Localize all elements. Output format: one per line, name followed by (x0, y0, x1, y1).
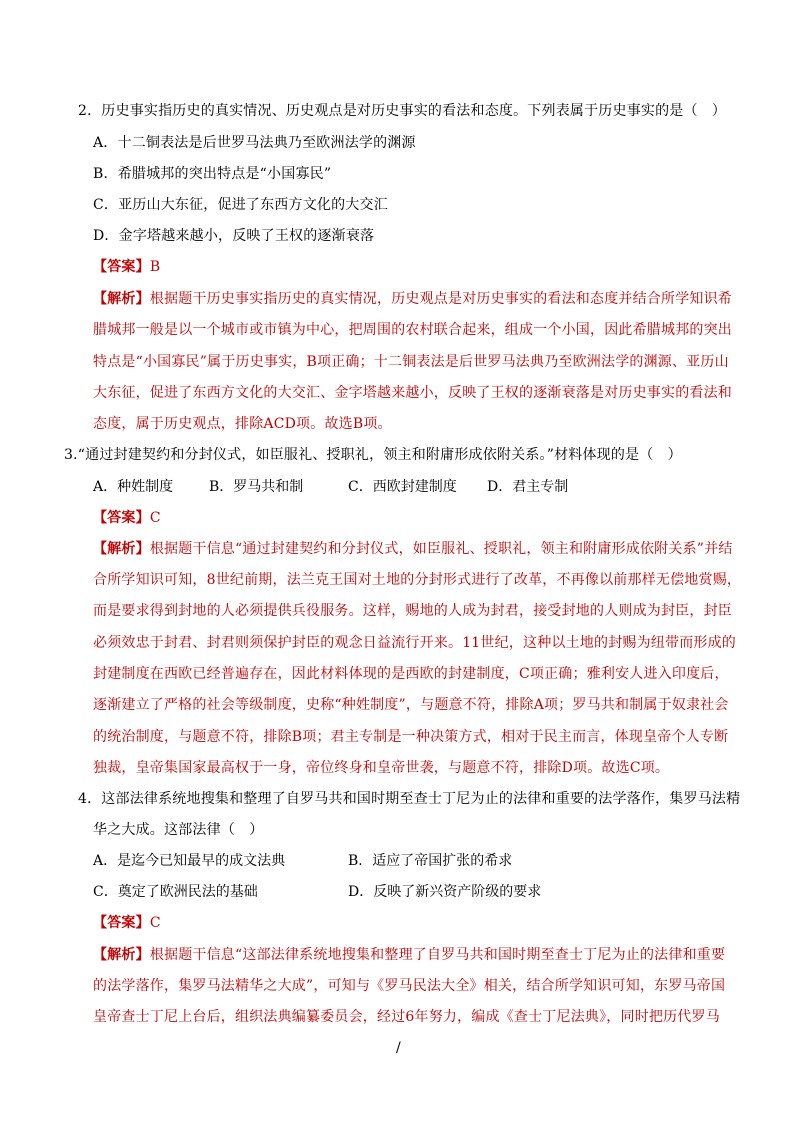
analysis-line: 特点是“小国寡民”属于历史事实，B项正确；十二铜表法是后世罗马法典乃至欧洲法学的渊源、亚历山 (93, 354, 729, 370)
analysis-line: 根据题干信息“这部法律系统地搜集和整理了自罗马共和国时期至查士丁尼为止的法律和重要 (149, 947, 726, 963)
analysis-line: 大东征，促进了东西方文化的大交汇、金字塔越来越小，反映了王权的逐渐衰落是对历史事实的看法和 (93, 385, 732, 401)
question-2-analysis (93, 289, 732, 309)
analysis-line: 的法学落作，集罗马法精华之大成”，可知与《罗马民法大全》相关，结合所学知识可知，东罗马帝国 (93, 978, 726, 994)
analysis-label: 【解析】 (93, 541, 150, 557)
answer-value: B (149, 259, 161, 275)
question-2-option-d: D．金字塔越来越小，反映了王权的逐渐衰落 (93, 228, 375, 244)
analysis-line: 而是要求得到封地的人必须提供兵役服务。这样，赐地的人成为封君，接受封地的人则成为封臣，封臣 (93, 603, 732, 619)
question-2-option-b: B．希腊城邦的突出特点是“小国寡民” (93, 166, 332, 182)
question-4-option-a: A．是迄今已知最早的成文法典 (93, 853, 286, 869)
page-number: / (396, 1040, 401, 1056)
question-2-option-c: C．亚历山大东征，促进了东西方文化的大交汇 (93, 197, 388, 213)
question-4-option-b: B．适应了帝国扩张的希求 (348, 853, 513, 869)
question-4-analysis (93, 945, 725, 965)
question-2-option-a: A．十二铜表法是后世罗马法典乃至欧洲法学的渊源 (93, 135, 416, 151)
answer-value: C (149, 915, 161, 931)
question-2-stem: 2．历史事实指历史的真实情况、历史观点是对历史事实的看法和态度。下列表属于历史事实的是（ ） (78, 103, 727, 119)
question-3-analysis (93, 539, 733, 559)
analysis-line: 根据题干历史事实指历史的真实情况，历史观点是对历史事实的看法和态度并结合所学知识希 (149, 291, 733, 307)
analysis-line: 腊城邦一般是以一个城市或市镇为中心，把周围的农村联合起来，组成一个小国，因此希腊城邦的突出 (93, 322, 732, 338)
analysis-line: 态度，属于历史观点，排除ACD项。故选B项。 (93, 416, 392, 432)
question-4-answer (93, 913, 161, 933)
question-4-stem-continued: 华之大成。这部法律（ ） (93, 822, 264, 838)
question-3-answer (93, 508, 161, 528)
analysis-line: 根据题干信息“通过封建契约和分封仪式，如臣服礼、授职礼，领主和附庸形成依附关系”并结 (149, 541, 733, 557)
analysis-line: 封建制度在西欧已经普遍存在，因此材料体现的是西欧的封建制度，C项正确；雅利安人进入印度后， (93, 666, 729, 682)
question-3-option-b: B．罗马共和制 (209, 479, 304, 495)
question-4-option-c: C．奠定了欧洲民法的基础 (93, 884, 258, 900)
question-2-answer (93, 257, 160, 277)
analysis-line: 皇帝查士丁尼上台后，组织法典编纂委员会，经过6年努力，编成《查士丁尼法典》，同时把历代罗马 (93, 1009, 720, 1025)
question-3-stem: 3.“通过封建契约和分封仪式，如臣服礼、授职礼，领主和附庸形成依附关系。”材料体现的是（ ） (64, 447, 682, 463)
question-4-stem: 4．这部法律系统地搜集和整理了自罗马共和国时期至查士丁尼为止的法律和重要的法学落作，集罗马法精 (78, 791, 741, 807)
answer-label: 【答案】 (93, 510, 150, 526)
question-3-option-d: D．君主专制 (487, 479, 569, 495)
question-3-option-c: C．西欧封建制度 (348, 479, 457, 495)
analysis-label: 【解析】 (93, 291, 150, 307)
answer-label: 【答案】 (93, 915, 150, 931)
analysis-line: 独裁，皇帝集国家最高权于一身，帝位终身和皇帝世袭，与题意不符，排除D项。故选C项。 (93, 760, 670, 776)
analysis-label: 【解析】 (93, 947, 150, 963)
answer-value: C (149, 510, 161, 526)
question-4-option-d: D．反映了新兴资产阶级的要求 (348, 884, 542, 900)
analysis-line: 逐渐建立了严格的社会等级制度，史称“种姓制度”，与题意不符，排除A项；罗马共和制属于奴隶社会 (93, 697, 729, 713)
question-3-option-a: A．种姓制度 (93, 479, 174, 495)
analysis-line: 合所学知识可知，8世纪前期，法兰克王国对土地的分封形式进行了改革，不再像以前那样无偿地赏赐， (93, 572, 742, 588)
analysis-line: 必须效忠于封君、封君则须保护封臣的观念日益流行开来。11世纪，这种以土地的封赐为纽带而形成的 (93, 635, 737, 651)
analysis-line: 的统治制度，与题意不符，排除B项；君主专制是一种决策方式，相对于民主而言，体现皇帝个人专断 (93, 729, 729, 745)
answer-label: 【答案】 (93, 259, 150, 275)
